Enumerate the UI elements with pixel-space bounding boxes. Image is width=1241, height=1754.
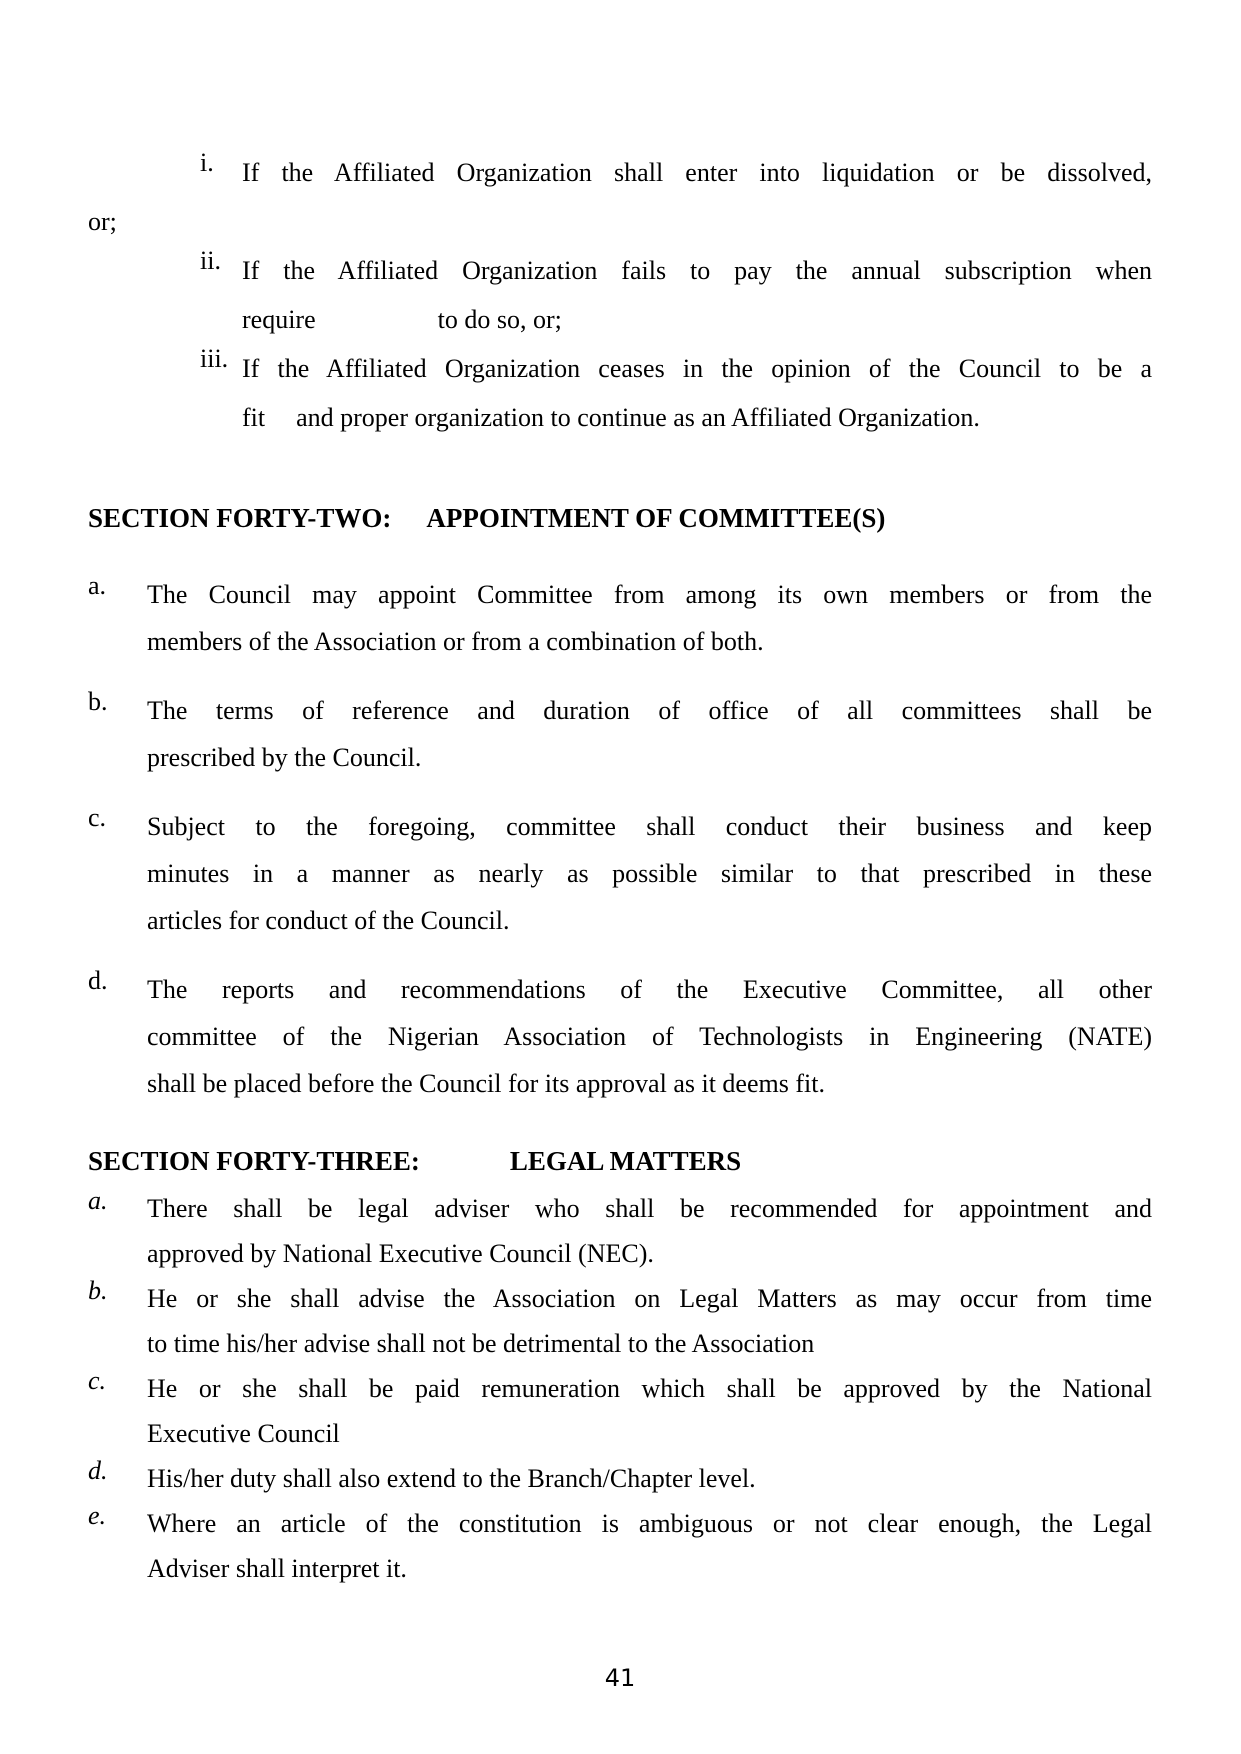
- text-line: Where an article of the constitution is ambiguous or not clear enough, the Legal: [147, 1509, 1152, 1538]
- item-marker: d.: [88, 1456, 108, 1485]
- section-forty-three-heading: [88, 1137, 1152, 1186]
- item-marker: c.: [88, 1366, 107, 1395]
- item-marker: c.: [88, 803, 107, 832]
- list-item-ii: [88, 246, 1152, 344]
- text-line: prescribed by the Council.: [147, 743, 422, 772]
- list-item-d: [88, 966, 1152, 1107]
- list-item-i: [88, 148, 1152, 246]
- text-line: If the Affiliated Organization fails to pay the annual subscription when: [242, 256, 1152, 285]
- text-line: Executive Council: [147, 1419, 340, 1448]
- text-line: [242, 393, 1152, 442]
- list-item-b: [88, 687, 1152, 781]
- item-marker: ii.: [200, 246, 221, 275]
- item-marker: d.: [88, 966, 108, 995]
- item-marker: iii.: [200, 344, 229, 373]
- text-line: Subject to the foregoing, committee shall conduct their business and keep: [147, 812, 1152, 841]
- roman-continuation-list: [88, 148, 1152, 442]
- text-line: There shall be legal adviser who shall be recommended for appointment and: [147, 1194, 1152, 1223]
- section-forty-two-label: SECTION FORTY-TWO:: [88, 503, 392, 533]
- list-item-c: [88, 803, 1152, 944]
- text-line: or;: [88, 207, 117, 236]
- text-line: shall be placed before the Council for its approval as it deems fit.: [147, 1069, 825, 1098]
- item-marker: a.: [88, 1186, 108, 1215]
- text-line: Adviser shall interpret it.: [147, 1554, 407, 1583]
- text-line: If the Affiliated Organization ceases in the opinion of the Council to be a: [242, 354, 1152, 383]
- section-forty-three-label: SECTION FORTY-THREE:: [88, 1146, 420, 1176]
- list-item-e: [88, 1501, 1152, 1591]
- section-forty-two-heading: [88, 494, 1152, 543]
- item-marker: e.: [88, 1501, 107, 1530]
- item-marker: a.: [88, 571, 107, 600]
- list-item-b: [88, 1276, 1152, 1366]
- list-item-c: [88, 1366, 1152, 1456]
- text-line: committee of the Nigerian Association of Technologists in Engineering (NATE): [147, 1022, 1152, 1051]
- text-segment: fit: [242, 403, 266, 432]
- section-forty-three-title: LEGAL MATTERS: [509, 1146, 742, 1176]
- text-line: articles for conduct of the Council.: [147, 906, 510, 935]
- text-segment: to do so, or;: [437, 305, 562, 334]
- text-line: approved by National Executive Council (NEC).: [147, 1239, 654, 1268]
- text-line: minutes in a manner as nearly as possible similar to that prescribed in these: [147, 859, 1152, 888]
- text-line: If the Affiliated Organization shall enter into liquidation or be dissolved,: [242, 158, 1152, 187]
- text-line: The terms of reference and duration of office of all committees shall be: [147, 696, 1152, 725]
- item-marker: b.: [88, 1276, 108, 1305]
- text-line: The reports and recommendations of the Executive Committee, all other: [147, 975, 1152, 1004]
- text-line: to time his/her advise shall not be detrimental to the Association: [147, 1329, 815, 1358]
- section-forty-two-title: APPOINTMENT OF COMMITTEE(S): [426, 503, 886, 533]
- list-item-d: [88, 1456, 1152, 1501]
- text-line: He or she shall be paid remuneration which shall be approved by the National: [147, 1374, 1152, 1403]
- list-item-iii: [88, 344, 1152, 442]
- text-segment: and proper organization to continue as an Affiliated Organization.: [296, 403, 980, 432]
- item-marker: i.: [200, 148, 214, 177]
- page-number: 41: [604, 1664, 636, 1692]
- item-marker: b.: [88, 687, 108, 716]
- text-line: members of the Association or from a combination of both.: [147, 627, 764, 656]
- text-line: He or she shall advise the Association on Legal Matters as may occur from time: [147, 1284, 1152, 1313]
- text-line: [242, 295, 1152, 344]
- section-forty-two-item-list: [88, 571, 1152, 1107]
- text-line: His/her duty shall also extend to the Branch/Chapter level.: [147, 1464, 756, 1493]
- section-forty-three-item-list: [88, 1186, 1152, 1591]
- text-segment: require: [242, 305, 316, 334]
- text-line: The Council may appoint Committee from among its own members or from the: [147, 580, 1152, 609]
- list-item-a: [88, 571, 1152, 665]
- list-item-a: [88, 1186, 1152, 1276]
